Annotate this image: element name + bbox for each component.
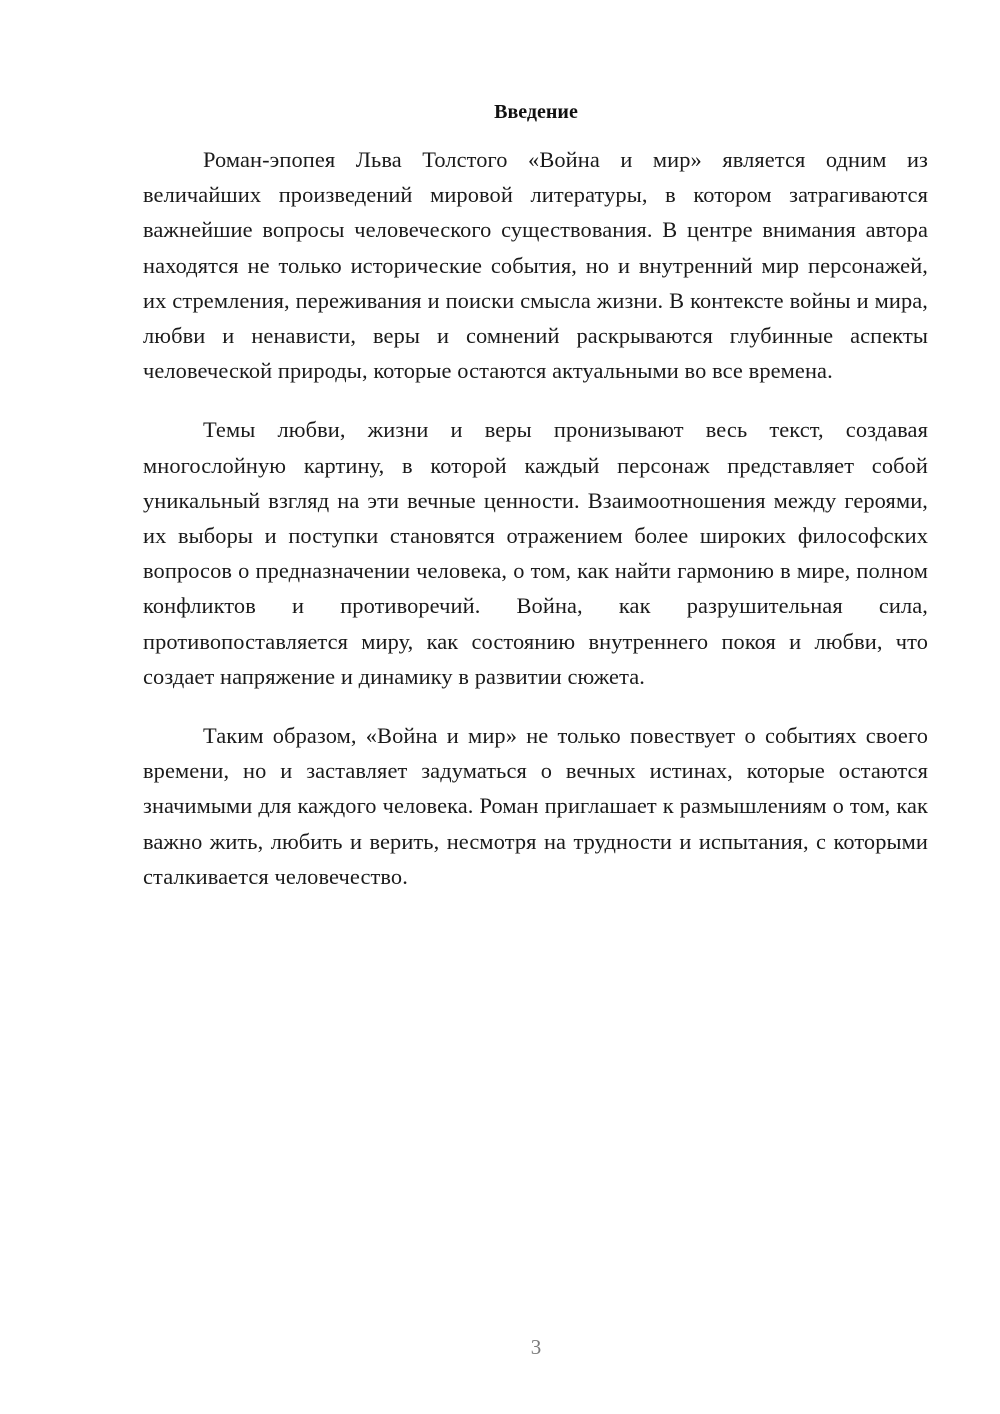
page-number: 3	[530, 1335, 542, 1359]
section-heading: Введение	[494, 101, 578, 123]
paragraph-2: Темы любви, жизни и веры пронизывают весь текст, создавая многослойную картину, в которой каждый персонаж представляет собой уникальный взгляд на эти вечные ценности. Взаимоотношения между героями, их выборы и поступки становятся отражением более широких философских вопросов о предназначении человека, о том, как найти гармонию в мире, полном конфликтов и противоречий. Война, как разрушительная сила, противопоставляется миру, как состоянию внутреннего покоя и любви, что создает напряжение и динамику в развитии сюжета.	[143, 417, 928, 689]
paragraph-1: Роман-эпопея Льва Толстого «Война и мир» является одним из величайших произведений мировой литературы, в котором затрагиваются важнейшие вопросы человеческого существования. В центре внимания автора находятся не только исторические события, но и внутренний мир персонажей, их стремления, переживания и поиски смысла жизни. В контексте войны и мира, любви и ненависти, веры и сомнений раскрываются глубинные аспекты человеческой природы, которые остаются актуальными во все времена.	[143, 147, 928, 384]
body-text	[143, 142, 928, 918]
paragraph-3: Таким образом, «Война и мир» не только повествует о событиях своего времени, но и заставляет задуматься о вечных истинах, которые остаются значимыми для каждого человека. Роман приглашает к размышлениям о том, как важно жить, любить и верить, несмотря на трудности и испытания, с которыми сталкивается человечество.	[143, 723, 928, 889]
